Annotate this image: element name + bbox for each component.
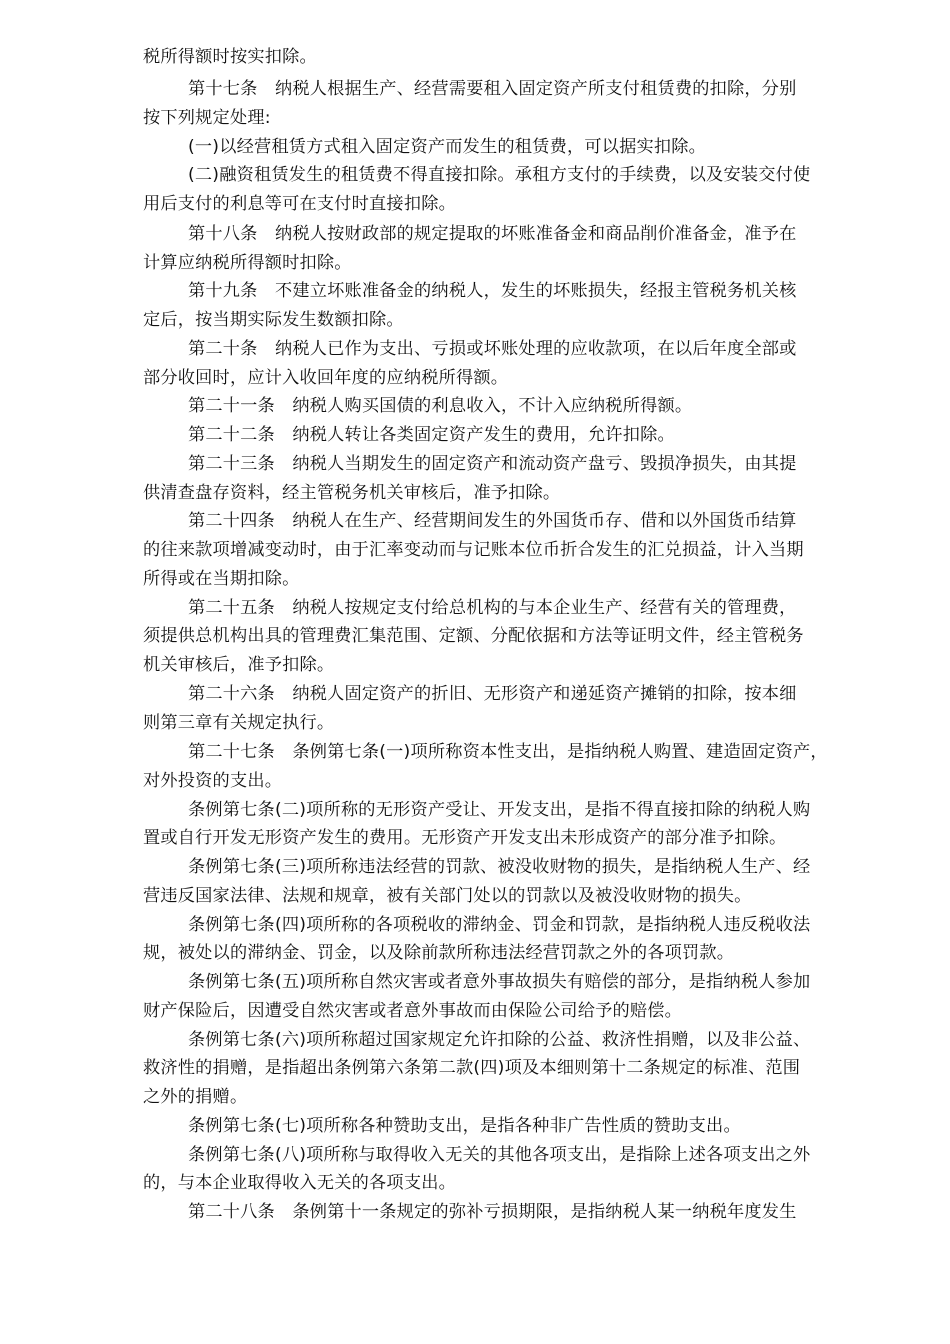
- text-line: 置或自行开发无形资产发生的费用。无形资产开发支出未形成资产的部分准予扣除。: [143, 828, 787, 848]
- article-21-line: 第二十一条 纳税人购买国债的利息收入，不计入应纳税所得额。: [188, 396, 693, 416]
- text-line: 计算应纳税所得额时扣除。: [143, 253, 352, 273]
- text-line: 对外投资的支出。: [143, 771, 283, 791]
- article-27-heading-line: 第二十七条 条例第七条(一)项所称资本性支出，是指纳税人购置、建造固定资产，: [188, 742, 828, 762]
- text-line: 条例第七条(六)项所称超过国家规定允许扣除的公益、救济性捐赠，以及非公益、: [188, 1030, 811, 1050]
- article-18-heading-line: 第十八条 纳税人按财政部的规定提取的坏账准备金和商品削价准备金，准予在: [188, 224, 797, 244]
- text-line: 所得或在当期扣除。: [143, 569, 300, 589]
- text-line: 用后支付的利息等可在支付时直接扣除。: [143, 194, 456, 214]
- text-line: (二)融资租赁发生的租赁费不得直接扣除。承租方支付的手续费，以及安装交付使: [188, 165, 811, 185]
- text-line: 条例第七条(三)项所称违法经营的罚款、被没收财物的损失，是指纳税人生产、经: [188, 857, 811, 877]
- text-line: 的往来款项增减变动时，由于汇率变动而与记账本位币折合发生的汇兑损益，计入当期: [143, 540, 804, 560]
- text-line: 的，与本企业取得收入无关的各项支出。: [143, 1173, 456, 1193]
- article-26-heading-line: 第二十六条 纳税人固定资产的折旧、无形资产和递延资产摊销的扣除，按本细: [188, 684, 797, 704]
- text-line: 部分收回时，应计入收回年度的应纳税所得额。: [143, 368, 509, 388]
- article-28-heading-line: 第二十八条 条例第十一条规定的弥补亏损期限，是指纳税人某一纳税年度发生: [188, 1202, 797, 1222]
- article-17-heading-line: 第十七条 纳税人根据生产、经营需要租入固定资产所支付租赁费的扣除，分别: [188, 79, 797, 99]
- article-19-heading-line: 第十九条 不建立坏账准备金的纳税人，发生的坏账损失，经报主管税务机关核: [188, 281, 797, 301]
- text-line: 条例第七条(八)项所称与取得收入无关的其他各项支出，是指除上述各项支出之外: [188, 1145, 811, 1165]
- text-line: 机关审核后，准予扣除。: [143, 655, 335, 675]
- text-line: 税所得额时按实扣除。: [143, 47, 317, 67]
- text-line: 救济性的捐赠，是指超出条例第六条第二款(四)项及本细则第十二条规定的标准、范围: [143, 1058, 801, 1078]
- text-line: 按下列规定处理:: [143, 108, 271, 128]
- text-line: 之外的捐赠。: [143, 1087, 248, 1107]
- text-line: 供清查盘存资料，经主管税务机关审核后，准予扣除。: [143, 483, 561, 503]
- text-line: (一)以经营租赁方式租入固定资产而发生的租赁费，可以据实扣除。: [188, 137, 707, 157]
- article-23-heading-line: 第二十三条 纳税人当期发生的固定资产和流动资产盘亏、毁损净损失，由其提: [188, 454, 797, 474]
- text-line: 条例第七条(二)项所称的无形资产受让、开发支出，是指不得直接扣除的纳税人购: [188, 800, 811, 820]
- article-20-heading-line: 第二十条 纳税人已作为支出、亏损或坏账处理的应收款项，在以后年度全部或: [188, 339, 797, 359]
- article-22-line: 第二十二条 纳税人转让各类固定资产发生的费用，允许扣除。: [188, 425, 675, 445]
- text-line: 营违反国家法律、法规和规章，被有关部门处以的罚款以及被没收财物的损失。: [143, 886, 752, 906]
- article-24-heading-line: 第二十四条 纳税人在生产、经营期间发生的外国货币存、借和以外国货币结算: [188, 511, 797, 531]
- text-line: 条例第七条(四)项所称的各项税收的滞纳金、罚金和罚款，是指纳税人违反税收法: [188, 915, 811, 935]
- text-line: 财产保险后，因遭受自然灾害或者意外事故而由保险公司给予的赔偿。: [143, 1001, 683, 1021]
- text-line: 须提供总机构出具的管理费汇集范围、定额、分配依据和方法等证明文件，经主管税务: [143, 626, 804, 646]
- text-line: 规，被处以的滞纳金、罚金，以及除前款所称违法经营罚款之外的各项罚款。: [143, 943, 735, 963]
- article-25-heading-line: 第二十五条 纳税人按规定支付给总机构的与本企业生产、经营有关的管理费，: [188, 598, 797, 618]
- text-line: 条例第七条(七)项所称各种赞助支出，是指各种非广告性质的赞助支出。: [188, 1116, 741, 1136]
- text-line: 则第三章有关规定执行。: [143, 713, 335, 733]
- text-line: 条例第七条(五)项所称自然灾害或者意外事故损失有赔偿的部分，是指纳税人参加: [188, 972, 811, 992]
- text-line: 定后，按当期实际发生数额扣除。: [143, 310, 404, 330]
